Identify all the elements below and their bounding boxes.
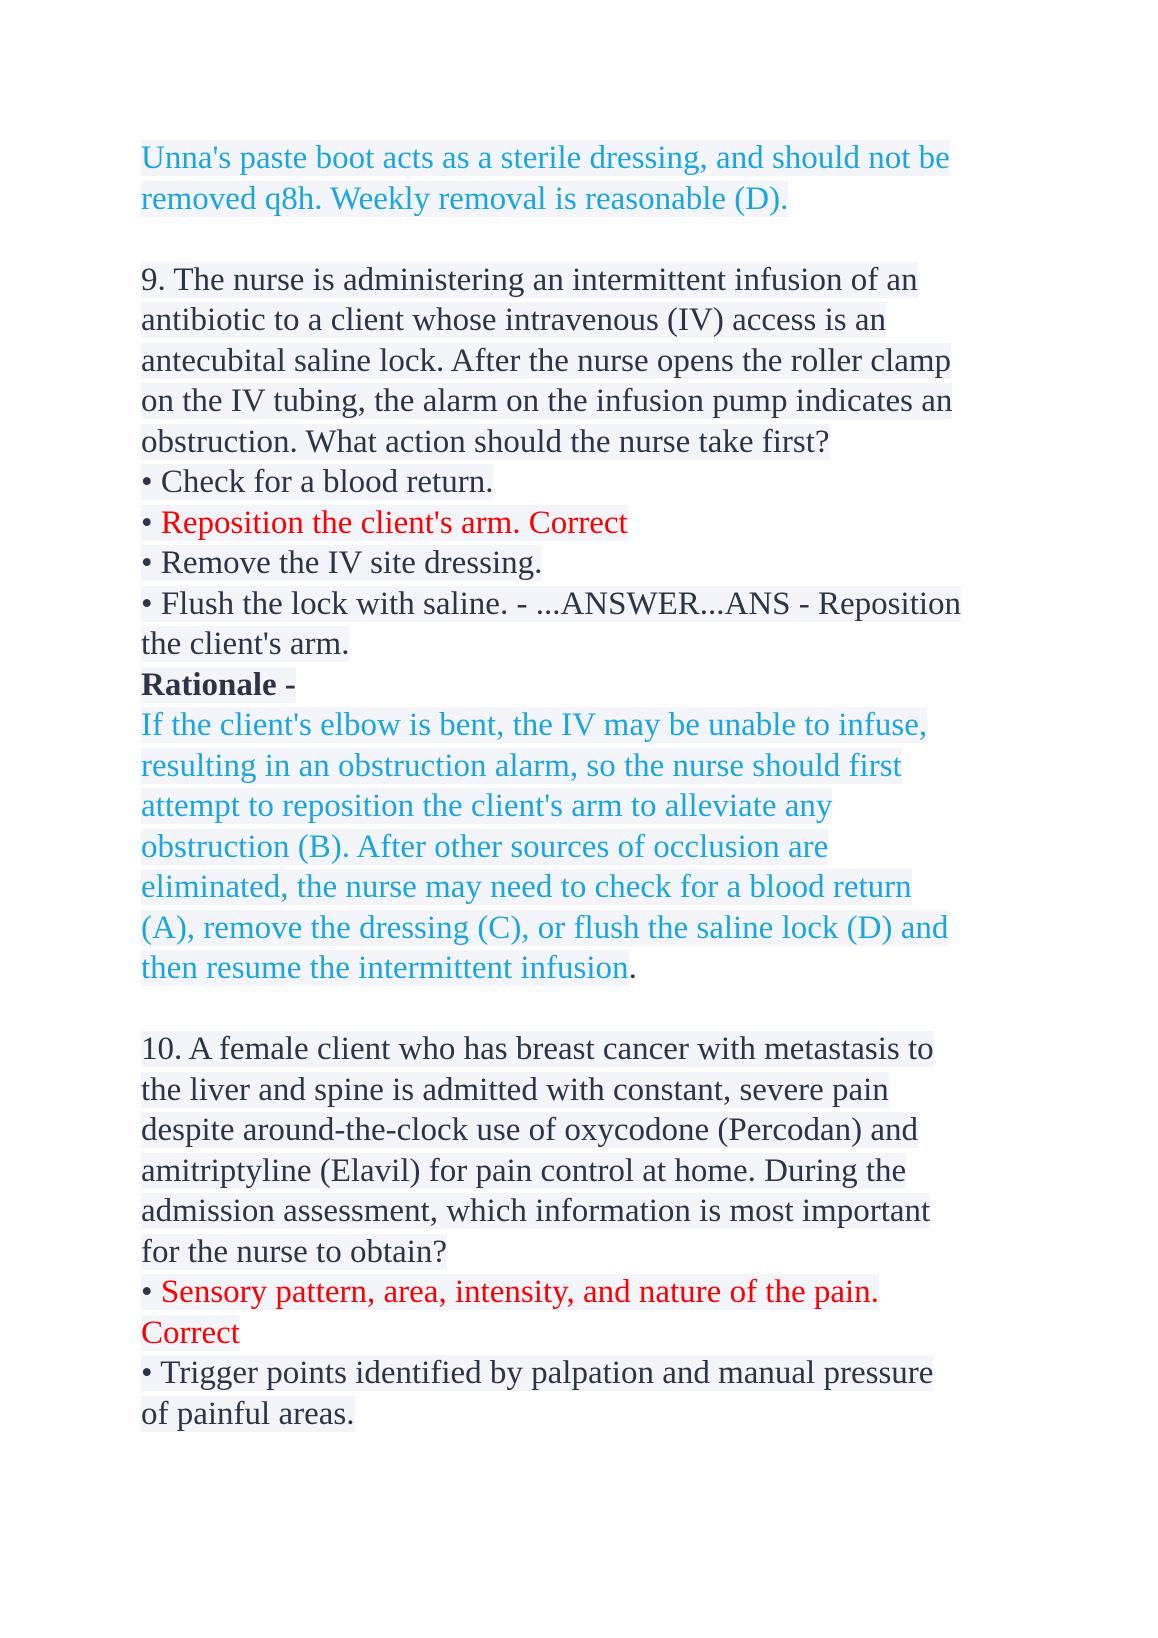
question-stem-line: admission assessment, which information is most important [141,1193,931,1229]
question-stem-line: amitriptyline (Elavil) for pain control at home. During the [141,1152,907,1189]
question-stem-line: antibiotic to a client whose intravenous (IV) access is an [141,302,887,338]
rationale-line: obstruction (B). After other sources of occlusion are [141,828,829,865]
question-stem-line: on the IV tubing, the alarm on the infusion pump indicates an [141,383,953,419]
rationale-line: removed q8h. Weekly removal is reasonable (D). [141,180,789,217]
rationale-line: Unna's paste boot acts as a sterile dressing, and should not be [141,140,950,176]
question-stem-line: obstruction. What action should the nurse take first? [141,423,830,460]
option-a-correct-continued: Correct [141,1314,240,1351]
rationale-line: (A), remove the dressing (C), or flush the saline lock (D) and [141,909,949,946]
question-stem-line: 9. The nurse is administering an intermittent infusion of an [141,261,918,298]
bullet: • [141,545,153,581]
option-b-continued: of painful areas. [141,1395,355,1432]
question-stem-line: for the nurse to obtain? [141,1233,448,1270]
question-stem-line: antecubital saline lock. After the nurse opens the roller clamp [141,342,952,379]
option-d-continued: the client's arm. [141,626,350,662]
rationale-line: If the client's elbow is bent, the IV may be unable to infuse, [141,707,928,743]
rationale-line: resulting in an obstruction alarm, so the nurse should first [141,747,902,784]
previous-rationale [141,138,1021,219]
rationale-line: attempt to reposition the client's arm to alleviate any [141,788,833,824]
option-a: Check for a blood return. [160,464,494,500]
rationale-heading: Rationale - [141,666,296,703]
bullet: • [141,504,153,541]
bullet: • [141,1274,153,1310]
rationale-end-punctuation: . [628,950,637,986]
question-9 [141,260,1021,989]
option-a-correct: Sensory pattern, area, intensity, and nature of the pain. [160,1274,879,1310]
rationale-line: then resume the intermittent infusion [141,950,629,986]
bullet: • [141,1355,153,1391]
document-page [141,138,1021,1434]
bullet: • [141,464,153,500]
question-10 [141,1029,1021,1434]
rationale-line: eliminated, the nurse may need to check for a blood return [141,869,912,905]
question-stem-line: the liver and spine is admitted with constant, severe pain [141,1071,889,1108]
option-b-correct: Reposition the client's arm. Correct [160,504,628,541]
bullet: • [141,585,153,622]
option-d: Flush the lock with saline. - ...ANSWER...ANS - Reposition [160,585,962,622]
option-b: Trigger points identified by palpation and manual pressure [160,1355,934,1391]
question-stem-line: despite around-the-clock use of oxycodone (Percodan) and [141,1112,919,1148]
option-c: Remove the IV site dressing. [160,545,543,581]
question-stem-line: 10. A female client who has breast cancer with metastasis to [141,1031,934,1067]
